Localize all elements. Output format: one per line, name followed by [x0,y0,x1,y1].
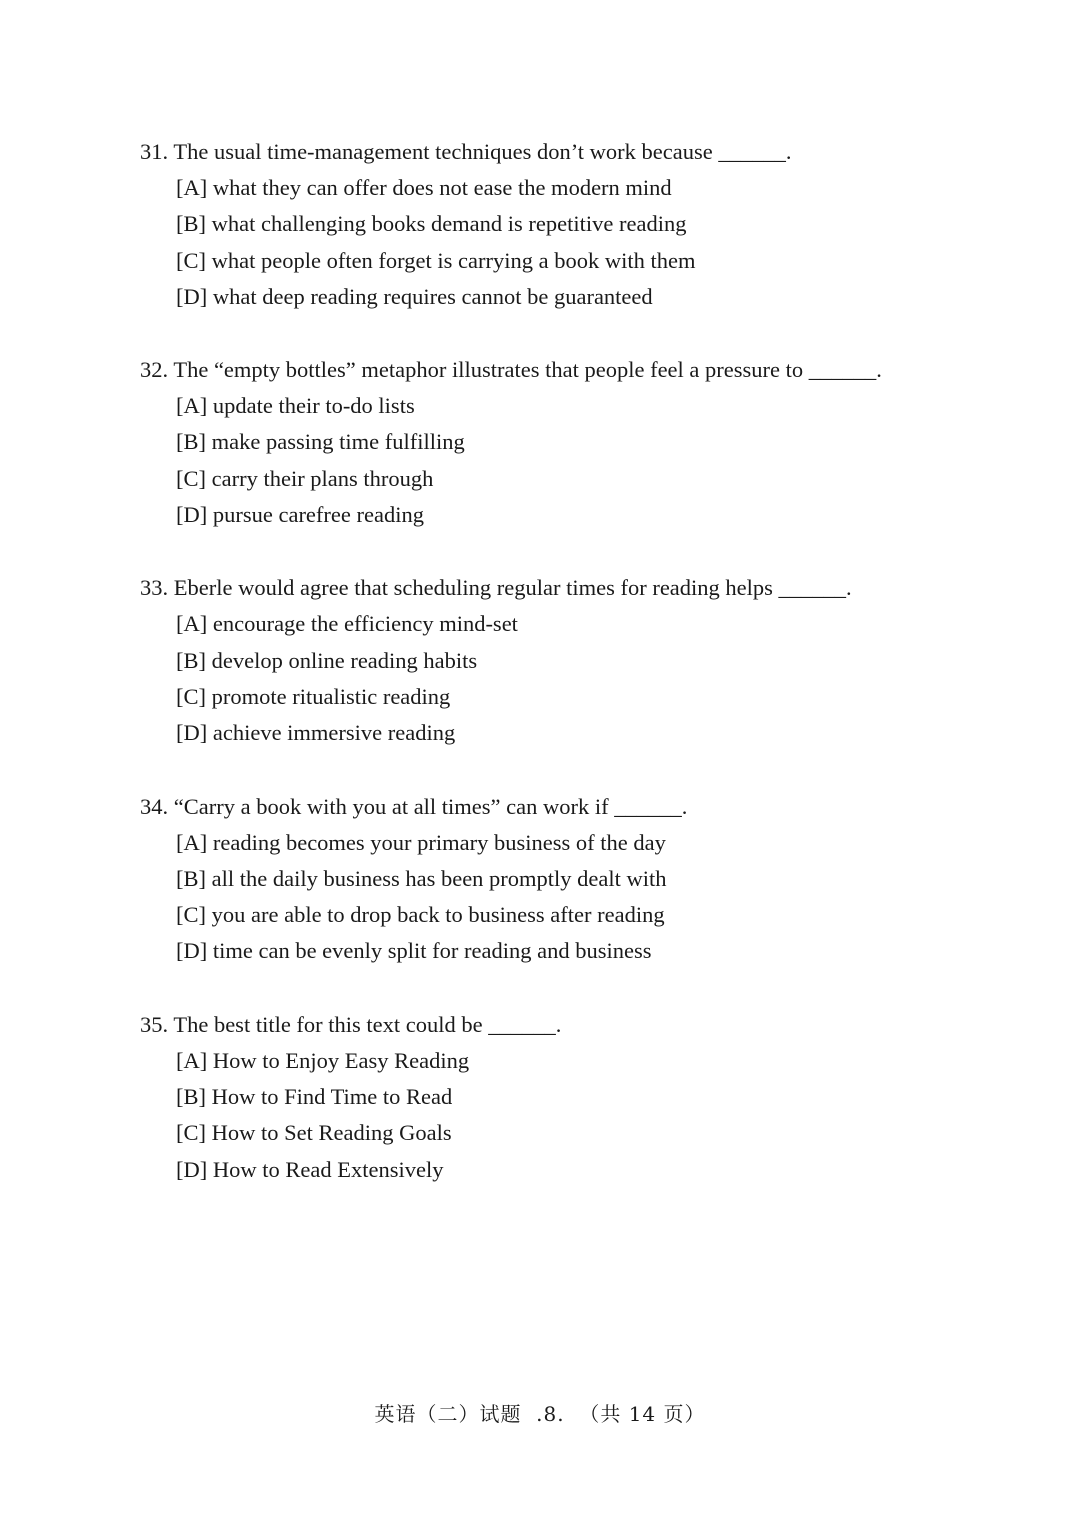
option-c: [C] what people often forget is carrying a book with them [176,247,696,273]
footer-page-info: 英语（二）试题 .8. （共 14 页） [374,1402,706,1426]
question-stem: 35. The best title for this text could be ______. [140,1011,562,1037]
option-list [140,388,1020,533]
question-35 [140,1007,1020,1188]
question-34 [140,789,1020,970]
question-stem: 32. The “empty bottles” metaphor illustrates that people feel a pressure to ______. [140,357,882,383]
question-33 [140,570,1020,751]
question-stem: 34. “Carry a book with you at all times” can work if ______. [140,793,688,819]
option-a: [A] reading becomes your primary business of the day [176,829,666,855]
option-d: [D] what deep reading requires cannot be guaranteed [176,283,653,309]
option-b: [B] develop online reading habits [176,647,478,673]
option-c: [C] How to Set Reading Goals [176,1120,452,1146]
option-d: [D] How to Read Extensively [176,1156,444,1182]
option-b: [B] what challenging books demand is repetitive reading [176,211,687,237]
question-32 [140,352,1020,533]
option-c: [C] you are able to drop back to business after reading [176,902,665,928]
option-a: [A] How to Enjoy Easy Reading [176,1047,470,1073]
question-stem: 33. Eberle would agree that scheduling regular times for reading helps ______. [140,575,852,601]
question-stem: 31. The usual time-management techniques don’t work because ______. [140,139,792,164]
option-b: [B] all the daily business has been promptly dealt with [176,865,667,891]
option-c: [C] carry their plans through [176,465,434,491]
option-a: [A] what they can offer does not ease the modern mind [176,175,672,200]
option-list [140,1043,1020,1188]
option-b: [B] make passing time fulfilling [176,429,465,455]
page-footer [0,1398,1080,1430]
question-31 [140,134,1020,315]
option-a: [A] update their to-do lists [176,393,415,419]
option-d: [D] pursue carefree reading [176,502,424,528]
question-list [140,134,1020,1225]
option-a: [A] encourage the efficiency mind-set [176,611,518,637]
option-d: [D] achieve immersive reading [176,720,456,746]
option-b: [B] How to Find Time to Read [176,1084,453,1110]
option-c: [C] promote ritualistic reading [176,683,451,709]
option-d: [D] time can be evenly split for reading and business [176,938,652,964]
option-list [140,606,1020,751]
option-list [140,170,1020,315]
option-list [140,825,1020,970]
